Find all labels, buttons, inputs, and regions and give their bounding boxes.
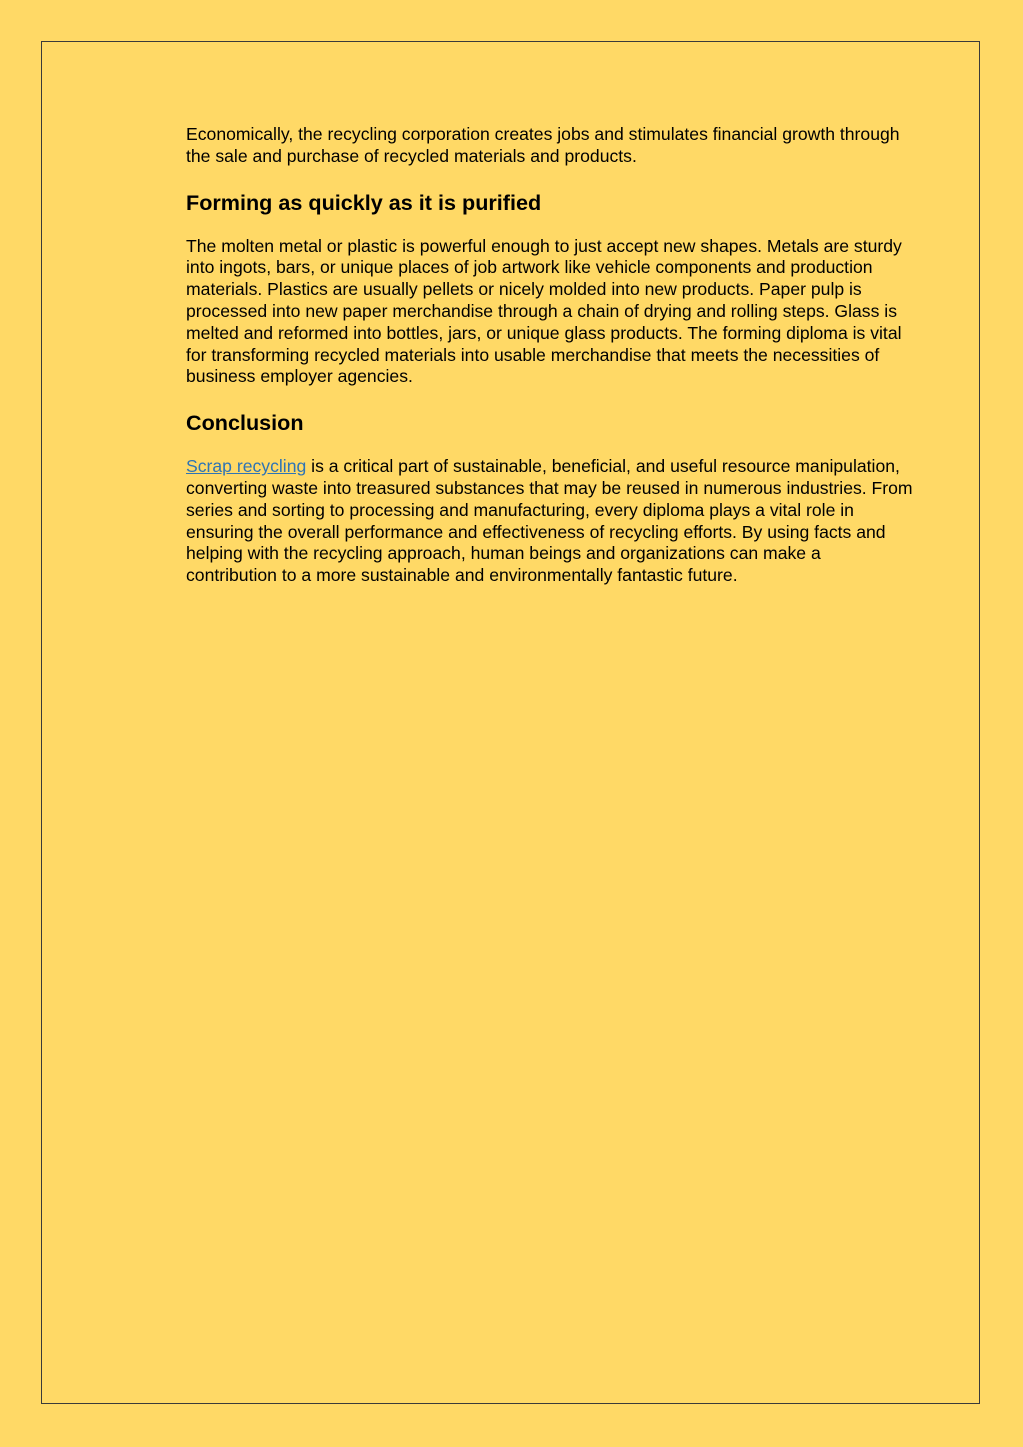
forming-paragraph: The molten metal or plastic is powerful enough to just accept new shapes. Metals are sturdy into ingots, bars, or unique places of job artwork like vehicle components and production materials. Plastics are usually pellets or nicely molded into new products. Paper pulp is processed into new paper merchandise through a chain of drying and rolling steps. Glass is melted and reformed into bottles, jars, or unique glass products. The forming diploma is vital for transforming recycled materials into usable merchandise that meets the necessities of business employer agencies. <box>186 235 902 387</box>
forming-heading: Forming as quickly as it is purified <box>186 189 542 215</box>
conclusion-paragraph-text: is a critical part of sustainable, beneficial, and useful resource manipulation, converting waste into treasured substances that may be reused in numerous industries. From series and sorting to processing and manufacturing, every diploma plays a vital role in ensuring the overall performance and effectiveness of recycling efforts. By using facts and helping with the recycling approach, human beings and organizations can make a contribution to a more sustainable and environmentally fantastic future. <box>186 456 913 586</box>
conclusion-heading: Conclusion <box>186 410 304 436</box>
intro-paragraph: Economically, the recycling corporation creates jobs and stimulates financial growth through the sale and purchase of recycled materials and products. <box>186 124 900 166</box>
conclusion-paragraph <box>186 456 916 587</box>
scrap-recycling-link[interactable]: Scrap recycling <box>186 456 307 477</box>
document-body <box>186 124 916 587</box>
